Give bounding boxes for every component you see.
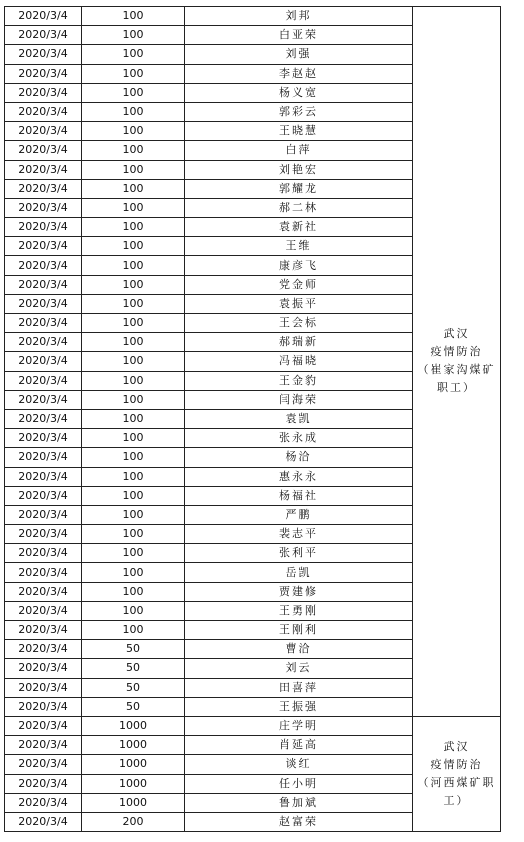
name-cell: 谈红: [185, 755, 413, 774]
amount-cell: 100: [82, 237, 185, 256]
date-cell: 2020/3/4: [5, 333, 82, 352]
date-cell: 2020/3/4: [5, 390, 82, 409]
name-cell: 肖延高: [185, 736, 413, 755]
name-cell: 李赵赵: [185, 64, 413, 83]
date-cell: 2020/3/4: [5, 83, 82, 102]
name-cell: 郝二林: [185, 198, 413, 217]
group-note-cell: [413, 7, 501, 717]
amount-cell: 100: [82, 486, 185, 505]
name-cell: 刘强: [185, 45, 413, 64]
date-cell: 2020/3/4: [5, 448, 82, 467]
donation-table-body: [5, 7, 501, 832]
name-cell: 杨洽: [185, 448, 413, 467]
name-cell: 刘艳宏: [185, 160, 413, 179]
amount-cell: 100: [82, 218, 185, 237]
group-note-line: 职工）: [437, 381, 476, 395]
name-cell: 杨义宽: [185, 83, 413, 102]
amount-cell: 100: [82, 141, 185, 160]
date-cell: 2020/3/4: [5, 678, 82, 697]
date-cell: 2020/3/4: [5, 294, 82, 313]
name-cell: 冯福晓: [185, 352, 413, 371]
name-cell: 郝瑞新: [185, 333, 413, 352]
group-note-line: 武汉: [443, 740, 470, 753]
amount-cell: 1000: [82, 793, 185, 812]
name-cell: 闫海荣: [185, 390, 413, 409]
amount-cell: 100: [82, 390, 185, 409]
name-cell: 贾建修: [185, 582, 413, 601]
group-note-line: （崔家沟煤矿: [417, 363, 496, 377]
amount-cell: 50: [82, 697, 185, 716]
amount-cell: 100: [82, 525, 185, 544]
name-cell: 袁新社: [185, 218, 413, 237]
amount-cell: 1000: [82, 755, 185, 774]
name-cell: 张永成: [185, 429, 413, 448]
group-note-line: 疫情防治: [430, 758, 483, 771]
amount-cell: 100: [82, 601, 185, 620]
amount-cell: 100: [82, 275, 185, 294]
amount-cell: 50: [82, 640, 185, 659]
date-cell: 2020/3/4: [5, 122, 82, 141]
name-cell: 王勇刚: [185, 601, 413, 620]
amount-cell: 100: [82, 294, 185, 313]
date-cell: 2020/3/4: [5, 736, 82, 755]
date-cell: 2020/3/4: [5, 26, 82, 45]
amount-cell: 100: [82, 122, 185, 141]
amount-cell: 100: [82, 160, 185, 179]
amount-cell: 100: [82, 544, 185, 563]
amount-cell: 100: [82, 45, 185, 64]
name-cell: 严鹏: [185, 505, 413, 524]
amount-cell: 100: [82, 621, 185, 640]
name-cell: 庄学明: [185, 716, 413, 735]
name-cell: 袁凯: [185, 409, 413, 428]
amount-cell: 100: [82, 333, 185, 352]
date-cell: 2020/3/4: [5, 237, 82, 256]
name-cell: 鲁加斌: [185, 793, 413, 812]
date-cell: 2020/3/4: [5, 102, 82, 121]
date-cell: 2020/3/4: [5, 7, 82, 26]
amount-cell: 100: [82, 102, 185, 121]
date-cell: 2020/3/4: [5, 314, 82, 333]
date-cell: 2020/3/4: [5, 640, 82, 659]
date-cell: 2020/3/4: [5, 275, 82, 294]
amount-cell: 100: [82, 448, 185, 467]
name-cell: 张利平: [185, 544, 413, 563]
date-cell: 2020/3/4: [5, 812, 82, 831]
group-note-line: 武汉: [443, 327, 470, 341]
date-cell: 2020/3/4: [5, 659, 82, 678]
name-cell: 刘邦: [185, 7, 413, 26]
amount-cell: 100: [82, 7, 185, 26]
group-note-line: 疫情防治: [430, 345, 483, 359]
date-cell: 2020/3/4: [5, 352, 82, 371]
name-cell: 王金豹: [185, 371, 413, 390]
date-cell: 2020/3/4: [5, 774, 82, 793]
table-row: [5, 7, 501, 26]
date-cell: 2020/3/4: [5, 429, 82, 448]
date-cell: 2020/3/4: [5, 256, 82, 275]
amount-cell: 100: [82, 26, 185, 45]
date-cell: 2020/3/4: [5, 755, 82, 774]
date-cell: 2020/3/4: [5, 486, 82, 505]
donation-table: [4, 6, 501, 832]
name-cell: 郭耀龙: [185, 179, 413, 198]
name-cell: 康彦飞: [185, 256, 413, 275]
name-cell: 郭彩云: [185, 102, 413, 121]
name-cell: 王会标: [185, 314, 413, 333]
date-cell: 2020/3/4: [5, 64, 82, 83]
date-cell: 2020/3/4: [5, 198, 82, 217]
amount-cell: 50: [82, 659, 185, 678]
amount-cell: 100: [82, 429, 185, 448]
date-cell: 2020/3/4: [5, 371, 82, 390]
amount-cell: 100: [82, 371, 185, 390]
date-cell: 2020/3/4: [5, 45, 82, 64]
date-cell: 2020/3/4: [5, 160, 82, 179]
date-cell: 2020/3/4: [5, 716, 82, 735]
amount-cell: 100: [82, 256, 185, 275]
name-cell: 白萍: [185, 141, 413, 160]
date-cell: 2020/3/4: [5, 179, 82, 198]
amount-cell: 50: [82, 678, 185, 697]
table-row: [5, 716, 501, 735]
amount-cell: 1000: [82, 774, 185, 793]
date-cell: 2020/3/4: [5, 621, 82, 640]
amount-cell: 1000: [82, 736, 185, 755]
date-cell: 2020/3/4: [5, 563, 82, 582]
name-cell: 袁振平: [185, 294, 413, 313]
amount-cell: 100: [82, 352, 185, 371]
name-cell: 王维: [185, 237, 413, 256]
name-cell: 王振强: [185, 697, 413, 716]
name-cell: 赵富荣: [185, 812, 413, 831]
date-cell: 2020/3/4: [5, 697, 82, 716]
group-note-line: 工）: [443, 794, 470, 807]
name-cell: 王刚利: [185, 621, 413, 640]
amount-cell: 100: [82, 582, 185, 601]
amount-cell: 100: [82, 505, 185, 524]
amount-cell: 100: [82, 198, 185, 217]
group-note-cell: [413, 716, 501, 831]
amount-cell: 200: [82, 812, 185, 831]
date-cell: 2020/3/4: [5, 601, 82, 620]
date-cell: 2020/3/4: [5, 544, 82, 563]
amount-cell: 100: [82, 467, 185, 486]
name-cell: 杨福社: [185, 486, 413, 505]
amount-cell: 100: [82, 409, 185, 428]
date-cell: 2020/3/4: [5, 582, 82, 601]
amount-cell: 100: [82, 83, 185, 102]
date-cell: 2020/3/4: [5, 505, 82, 524]
date-cell: 2020/3/4: [5, 467, 82, 486]
amount-cell: 100: [82, 64, 185, 83]
name-cell: 岳凯: [185, 563, 413, 582]
amount-cell: 100: [82, 563, 185, 582]
date-cell: 2020/3/4: [5, 793, 82, 812]
amount-cell: 1000: [82, 716, 185, 735]
name-cell: 党金师: [185, 275, 413, 294]
name-cell: 白亚荣: [185, 26, 413, 45]
name-cell: 惠永永: [185, 467, 413, 486]
group-note-line: （河西煤矿职: [417, 776, 496, 789]
date-cell: 2020/3/4: [5, 409, 82, 428]
name-cell: 王晓慧: [185, 122, 413, 141]
date-cell: 2020/3/4: [5, 141, 82, 160]
date-cell: 2020/3/4: [5, 218, 82, 237]
name-cell: 任小明: [185, 774, 413, 793]
name-cell: 裴志平: [185, 525, 413, 544]
date-cell: 2020/3/4: [5, 525, 82, 544]
name-cell: 田喜萍: [185, 678, 413, 697]
amount-cell: 100: [82, 314, 185, 333]
amount-cell: 100: [82, 179, 185, 198]
name-cell: 刘云: [185, 659, 413, 678]
name-cell: 曹洽: [185, 640, 413, 659]
